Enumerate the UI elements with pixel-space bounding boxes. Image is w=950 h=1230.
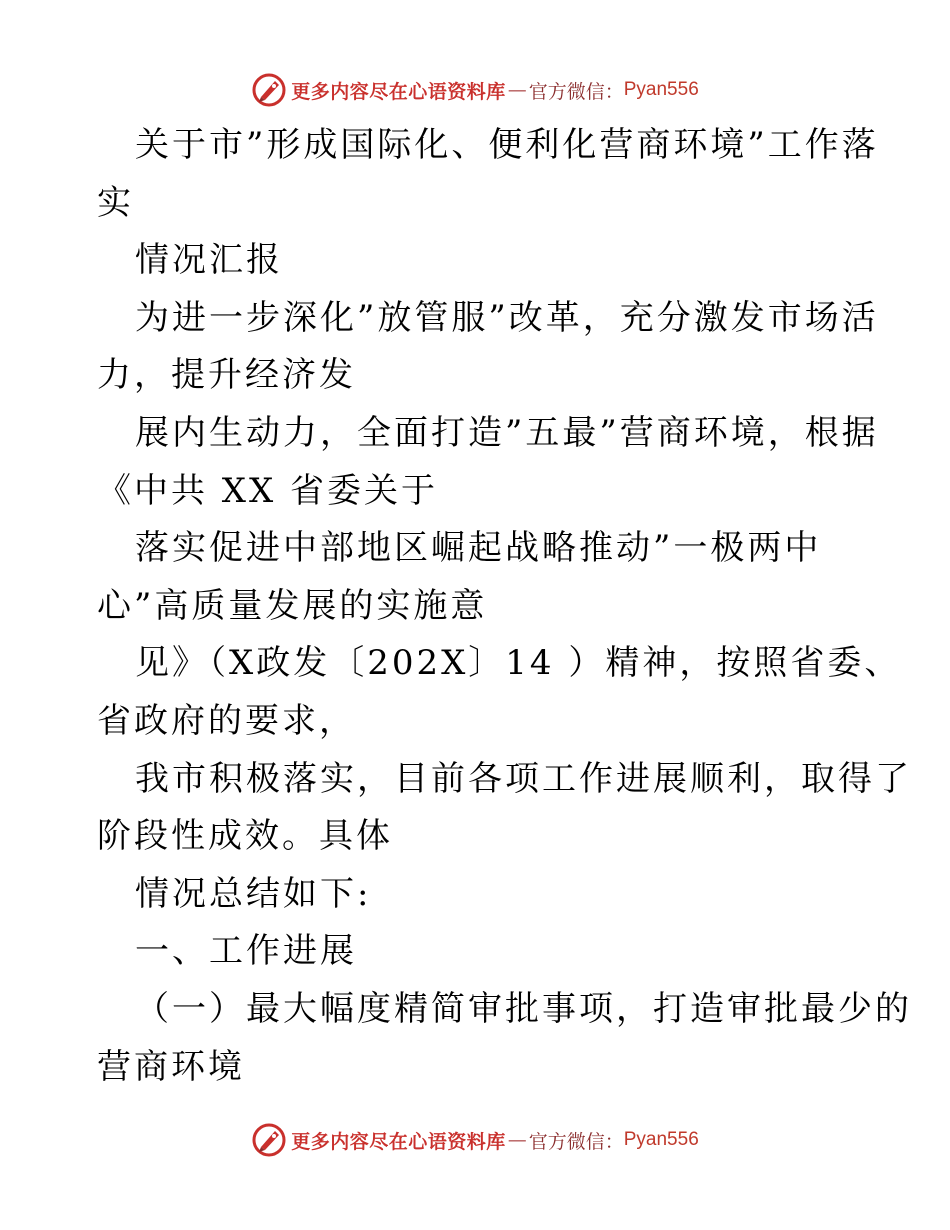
document-line: 力，提升经济发 [97,355,356,396]
document-line: 实 [97,182,134,223]
document-line: 《中共 XX 省委关于 [97,470,439,511]
document-line: 我市积极落实，目前各项工作进展顺利，取得了 [135,758,912,799]
banner-wechat-id: Pyan556 [623,1129,699,1150]
banner-separator: — [507,79,527,101]
footer-banner [0,1120,950,1160]
document-line: 关于市”形成国际化、便利化营商环境”工作落 [135,125,879,165]
banner-site-text: 更多内容尽在心语资料库 [291,1130,506,1153]
document-line: 展内生动力，全面打造”五最”营商环境，根据 [135,412,879,453]
document-line: 一、工作进展 [135,931,357,972]
document-line: 落实促进中部地区崛起战略推动”一极两中 [135,528,822,569]
header-banner [0,70,950,110]
document-line: 省政府的要求， [97,700,356,741]
document-line: 见》（X政发〔202X〕14 ）精神，按照省委、 [135,643,902,684]
banner-separator: — [507,1129,527,1151]
banner-wechat-label: 官方微信： [528,1130,624,1153]
document-line: 营商环境 [97,1046,245,1087]
banner-site-text: 更多内容尽在心语资料库 [291,80,506,103]
document-body [97,117,912,1096]
banner-wechat-label: 官方微信： [528,80,624,103]
document-line: 为进一步深化”放管服”改革，充分激发市场活 [135,297,879,338]
document-line: 心”高质量发展的实施意 [97,585,488,626]
document-line: 情况汇报 [135,240,283,281]
pen-nib-logo-icon [251,72,287,108]
pen-nib-logo-icon [251,1122,287,1158]
document-line: 阶段性成效。具体 [97,816,393,857]
document-line: （一）最大幅度精简审批事项，打造审批最少的 [135,988,912,1029]
banner-wechat-id: Pyan556 [623,79,699,100]
document-line: 情况总结如下: [135,873,372,914]
